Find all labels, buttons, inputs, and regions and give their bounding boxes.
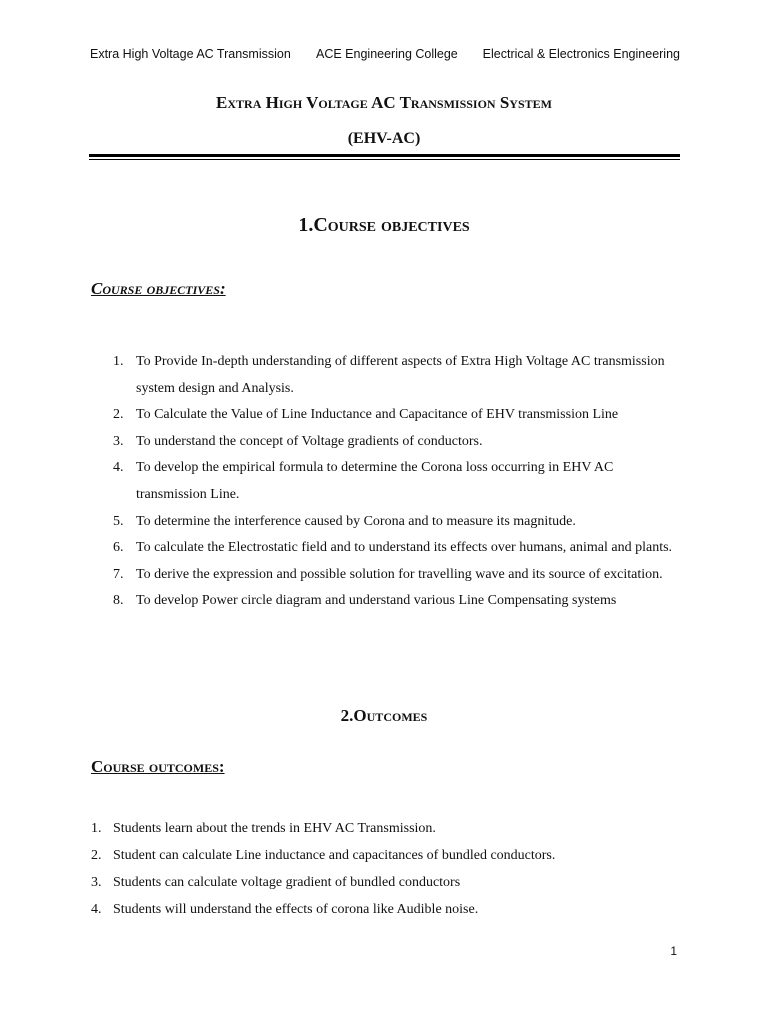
list-item [113,455,683,508]
list-number: 1. [91,821,102,836]
document-subtitle: (EHV-AC) [347,130,421,147]
list-number: 4. [91,902,102,917]
objectives-list [113,349,683,615]
list-number: 1. [113,354,124,369]
list-item [91,896,681,923]
list-text: To Provide In-depth understanding of different aspects of Extra High Voltage AC transmission system design and Analysis. [136,354,665,396]
list-text: To understand the concept of Voltage gradients of conductors. [136,433,483,449]
list-text: To develop Power circle diagram and understand various Line Compensating systems [136,593,617,609]
list-text: To Calculate the Value of Line Inductance and Capacitance of EHV transmission Line [136,407,619,423]
list-text: Students learn about the trends in EHV AC Transmission. [113,821,436,836]
section-heading-objectives: 1.Course objectives [298,214,470,236]
list-item [113,562,683,589]
list-number: 8. [113,593,124,609]
list-item [91,815,681,842]
list-item [91,842,681,869]
title-divider-thick [89,154,680,157]
list-number: 4. [113,460,124,476]
list-text: Students will understand the effects of corona like Audible noise. [113,902,479,917]
list-item [113,509,683,536]
list-item [113,349,683,402]
list-number: 2. [91,848,102,863]
list-text: To calculate the Electrostatic field and to understand its effects over humans, animal and plants. [136,540,673,556]
list-number: 7. [113,566,124,582]
header-college-name: ACE Engineering College [316,47,458,61]
list-text: Student can calculate Line inductance and capacitances of bundled conductors. [113,848,556,863]
list-text: To derive the expression and possible solution for travelling wave and its source of excitation. [136,566,663,582]
list-item [113,402,683,429]
list-number: 3. [113,433,124,449]
subheading-outcomes: Course outcomes: [91,757,225,776]
list-number: 2. [113,407,124,423]
list-text: Students can calculate voltage gradient of bundled conductors [113,875,461,890]
list-item [113,429,683,456]
section-heading-outcomes: 2.Outcomes [340,706,428,725]
outcomes-list [91,815,681,923]
header-department: Electrical & Electronics Engineering [482,47,680,61]
header-course-name: Extra High Voltage AC Transmission [90,47,291,61]
list-number: 6. [113,540,124,556]
list-item [113,588,683,615]
subheading-objectives: Course objectives: [91,279,226,298]
title-divider-thin [89,159,680,160]
list-text: To determine the interference caused by Corona and to measure its magnitude. [136,513,576,529]
list-item [91,869,681,896]
page-number: 1 [670,944,677,958]
list-text: To develop the empirical formula to determine the Corona loss occurring in EHV AC transmission Line. [136,460,614,502]
document-title: Extra High Voltage AC Transmission System [216,93,552,112]
list-number: 3. [91,875,102,890]
list-number: 5. [113,513,124,529]
list-item [113,535,683,562]
